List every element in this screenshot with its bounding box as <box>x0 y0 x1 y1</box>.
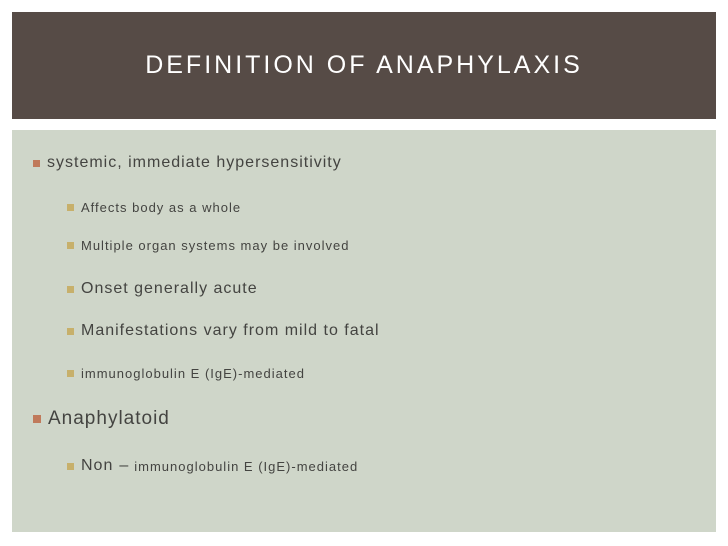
bullet-text: Multiple organ systems may be involved <box>81 237 350 253</box>
bullet-text: Onset generally acute <box>81 280 258 297</box>
bullet-text: Anaphylatoid <box>48 408 170 429</box>
sub-bullet-item <box>67 320 380 342</box>
bullet-text: systemic, immediate hypersensitivity <box>47 154 342 171</box>
bullet-text-prefix: Non <box>81 457 114 474</box>
sub-bullet-item <box>67 455 358 477</box>
bullet-marker-icon <box>33 160 40 167</box>
bullet-marker-icon <box>67 204 74 211</box>
sub-bullet-item <box>67 364 305 382</box>
bullet-item <box>33 406 170 432</box>
bullet-text: immunoglobulin E (IgE)-mediated <box>134 458 359 474</box>
sub-bullet-item <box>67 198 241 216</box>
sub-bullet-item <box>67 236 350 254</box>
bullet-text: Affects body as a whole <box>81 199 242 215</box>
bullet-marker-icon <box>67 463 74 470</box>
bullet-text-dash: – <box>119 457 130 474</box>
bullet-text: immunoglobulin E (IgE)-mediated <box>81 365 305 381</box>
bullet-item <box>33 153 342 173</box>
bullet-marker-icon <box>33 415 41 423</box>
title-band <box>12 12 716 119</box>
bullet-marker-icon <box>67 328 74 335</box>
bullet-marker-icon <box>67 286 74 293</box>
bullet-marker-icon <box>67 370 74 377</box>
sub-bullet-item <box>67 278 258 300</box>
bullet-marker-icon <box>67 242 74 249</box>
slide-title: DEFINITION OF ANAPHYLAXIS <box>145 51 583 79</box>
bullet-text: Manifestations vary from mild to fatal <box>81 322 380 339</box>
